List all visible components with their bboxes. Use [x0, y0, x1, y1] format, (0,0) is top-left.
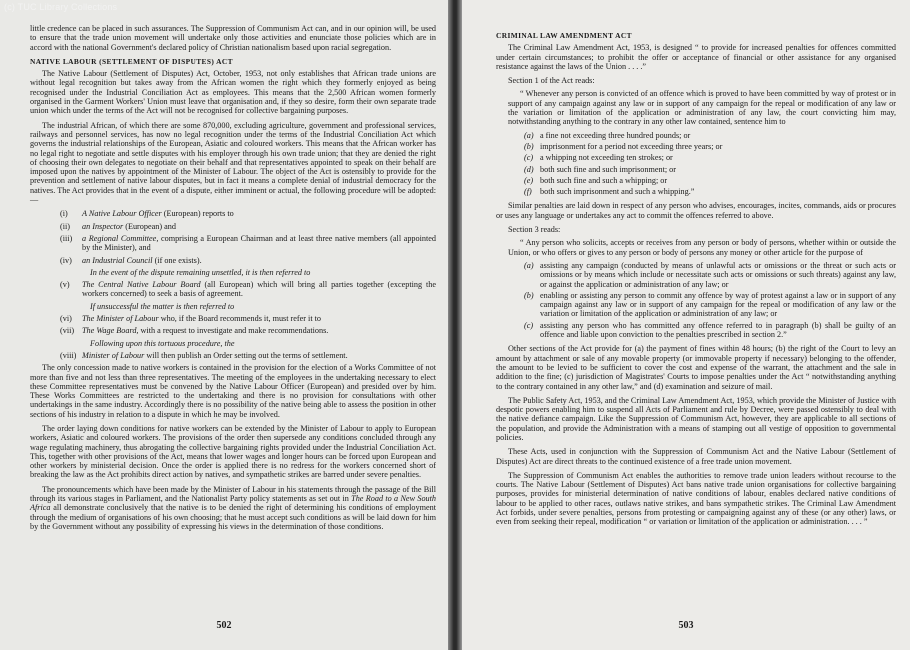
procedure-condition: If unsuccessful the matter is then referred to — [90, 301, 235, 311]
left-paragraph-5: The pronouncements which have been made by the Minister of Labour in his statements through the passage of the Bill through its various stages in Parliament, and the Nationalist Party policy statements as set out in The Road to a New South Africa all demonstrate conclusively that the native is to be denied the right of determining his conditions of employment through the medium of organisations of his own choosing; that he must accept such conditions as will be laid down for him by the Government without any possibility of expressing his views in the determination of those conditions. — [30, 484, 436, 531]
left-paragraph-1: The Native Labour (Settlement of Disputes) Act, October, 1953, not only establishes that African trade unions are without legal recognition but takes away from the African women the right which they formerly enjoyed as being recognised under the Industrial Conciliation Act as employees. This means that the 2,500 African women formerly organised in the Garment Workers' Union must leave that organisation and, if they so desire, form their own separate trade union which under the terms of the Act will not be recognised for collective bargaining purposes. — [30, 69, 436, 116]
watermark: (c) TUC Library Collections — [4, 2, 118, 12]
section-1-quote: “ Whenever any person is convicted of an offence which is proved to have been committed by way of protest or in support of any campaign against any law or in support of any campaign for the repeal or modification of any law or the variation or limitation of the application or administration of any law, the court convicting him may, notwithstanding anything to the contrary in any other law contained, sentence him to — [508, 89, 896, 127]
penalty-list — [524, 131, 896, 197]
right-paragraph-3: Other sections of the Act provide for (a) the payment of fines within 48 hours; (b) the right of the Court to levy an amount by attachment or sale of any movable property (or immovable property if necessary) belonging to the offender, the amount to be levied to be sufficient to cover the cost and expense of the warrant, the attachment and the sale in addition to the fine; (c) jurisdiction of Magistrates' Courts to impose penalties under the Act “ notwithstanding anything to the contrary contained in any other law,” and (d) examination and seizure of mail. — [496, 344, 896, 391]
procedure-list — [60, 209, 436, 264]
procedure-step: (iii) a Regional Committee, comprising a European Chairman and at least three native members (all appointed by the Minister), and — [60, 233, 436, 253]
list-item: (a) assisting any campaign (conducted by means of unlawful acts or omissions or the threat or such acts or omissions or by means which include or necessitate such acts or omissions or such threats) against any law, or against the application or administration of any law; or — [524, 260, 896, 289]
list-item: (d) both such fine and such imprisonment; or — [524, 164, 676, 174]
right-page — [462, 0, 910, 650]
procedure-step: (v) The Central Native Labour Board (all European) which will bring all parties together (excepting the workers concerned) to seek a basis of agreement. — [60, 280, 436, 299]
procedure-condition: Following upon this tortuous procedure, the — [90, 338, 235, 348]
left-paragraph-2: The industrial African, of which there are some 870,000, excluding agriculture, government and professional services, railways and personnel services, has now no legal recognition under the terms of the Industrial Conciliation Act which governs the industrial relationships of the European, Asiatic and coloured workers. This means that the African worker has no legal right to negotiate and settle disputes with his employer through his own trade union; that they are denied the right of choosing their own delegates to negotiate on their behalf and that representatives appointed to speak on their behalf are imposed upon the natives by appointment of the Minister of Labour. The object of the Act is ostensibly to provide for the prevention and settlement of native labour disputes, but in fact it means a complete denial of industrial democracy for the natives. The Act provides that in the event of a dispute, either imminent or actual, the following procedure will be adopted:— — [30, 120, 436, 205]
right-paragraph-2: Similar penalties are laid down in respect of any person who advises, encourages, incites, commands, aids or procures or uses any language or undertakes any act to commit the offences referred to above. — [496, 201, 896, 220]
page-number: 502 — [216, 619, 232, 631]
left-paragraph-3: The only concession made to native workers is contained in the provision for the election of a Works Committee of not more than five and not less than three representatives. The meeting of the employees in the undertaking necessary to elect these Committee representatives must be convened by the Native Labour Officer (European) and presided over by him. These Works Committees are restricted to the undertaking and there is no provision for consultations with other undertakings in the same industry. Accordingly there is no possibility of the native being able to assess the position in other sections of his industry in relation to a dispute in which he may be involved. — [30, 363, 436, 419]
purpose-list — [524, 261, 896, 339]
procedure-step: (iv) an Industrial Council (if one exists). — [60, 255, 202, 265]
procedure-step: (viii) Minister of Labour will then publish an Order setting out the terms of settlement. — [60, 350, 348, 360]
book-gutter — [448, 0, 462, 650]
procedure-step: (i) A Native Labour Officer (European) reports to — [60, 209, 234, 219]
procedure-step: (vi) The Minister of Labour who, if the Board recommends it, must refer it to — [60, 314, 322, 324]
right-paragraph-5: These Acts, used in conjunction with the Suppression of Communism Act and the Native Labour (Settlement of Disputes) Act are direct threats to the continued existence of a free trade union movement. — [496, 447, 896, 466]
section-3-quote: “ Any person who solicits, accepts or receives from any person or body of persons, whether within or outside the Union, or who offers or gives to any person or body of persons any money or other article for the purpose of — [508, 238, 896, 257]
procedure-step: (vii) The Wage Board, with a request to investigate and make recommendations. — [60, 326, 329, 336]
section-3-lead: Section 3 reads: — [508, 225, 561, 235]
left-section-heading: NATIVE LABOUR (SETTLEMENT OF DISPUTES) ACT — [30, 56, 233, 66]
list-item: (a) a fine not exceeding three hundred pounds; or — [524, 130, 691, 140]
right-paragraph-4: The Public Safety Act, 1953, and the Criminal Law Amendment Act, 1953, which provide the Minister of Justice with despotic powers enabling him to suspend all Acts of Parliament and rule by Decree, were passed ostensibly to deal with the native defiance campaign. Like the Suppression of Communism Act, however, they are applicable to all sections of the population, and provide the Administration with a means of stamping out all vestige of opposition to governmental policies. — [496, 395, 896, 442]
right-section-heading: CRIMINAL LAW AMENDMENT ACT — [496, 31, 632, 40]
list-item: (b) enabling or assisting any person to commit any offence by way of protest against a law or in support of any campaign against any law or in support of any campaign for the repeal or modification of any law or the variation or limitation of the application or administration of any law; or — [524, 290, 896, 319]
list-item: (b) imprisonment for a period not exceeding three years; or — [524, 141, 723, 151]
list-item: (c) assisting any person who has committed any offence referred to in paragraph (b) shall be guilty of an offence and liable upon conviction to the penalties prescribed in section 2.” — [524, 320, 896, 340]
procedure-step: (ii) an Inspector (European) and — [60, 221, 176, 231]
left-paragraph-4: The order laying down conditions for native workers can be extended by the Minister of Labour to apply to European workers, Asiatic and coloured workers. The provisions of the order then supersede any conditions concluded through any wage regulating machinery, thus abrogating the collective bargaining rights provided under the Industrial Conciliation Act. This, together with other provisions of the Act, means that lower wages and longer hours can be forced upon European and other workers by ministerial decision. Once the order is applied there is no redress for the workers concerned short of breaking the law as the Act prohibits direct action by natives, and sympathetic strikes are barred under severe penalties. — [30, 423, 436, 480]
list-item: (c) a whipping not exceeding ten strokes; or — [524, 153, 673, 163]
procedure-condition: In the event of the dispute remaining unsettled, it is then referred to — [90, 267, 311, 277]
page-number: 503 — [678, 619, 694, 631]
right-paragraph-6: The Suppression of Communism Act enables the authorities to remove trade union leaders without recourse to the courts. The Native Labour (Settlement of Disputes) Act bans native trade union organisations for collective bargaining purposes, provides for ministerial determination of native conditions of labour, enables declared native conditions of labour to be applied to other races, outlaws native strikes, and bans sympathetic strikes. The Criminal Law Amendment Act forbids, under severe penalties, persons from protesting or campaigning against any of these (or any other) laws, or even from seeking their repeal, modification “ or variation or limitation of the application or administration. . . . ” — [496, 470, 896, 527]
left-page — [0, 0, 448, 650]
right-paragraph-1: The Criminal Law Amendment Act, 1953, is designed “ to provide for increased penalties for offences committed under certain circumstances; to prohibit the offer or acceptance of financial or other assistance for any organised resistance against the laws of the Union . . . .” — [496, 43, 896, 71]
left-intro-paragraph: little credence can be placed in such assurances. The Suppression of Communism Act can, and in our opinion will, be used to ensure that the trade union movement will undertake only those activities and enunciate those policies which are in accord with the national Government's declared policy of Christian nationalism based upon racial segregation. — [30, 24, 436, 52]
list-item: (f) both such imprisonment and such a whipping.” — [524, 187, 695, 197]
section-1-lead: Section 1 of the Act reads: — [508, 76, 595, 86]
list-item: (e) both such fine and such a whipping; or — [524, 175, 668, 185]
